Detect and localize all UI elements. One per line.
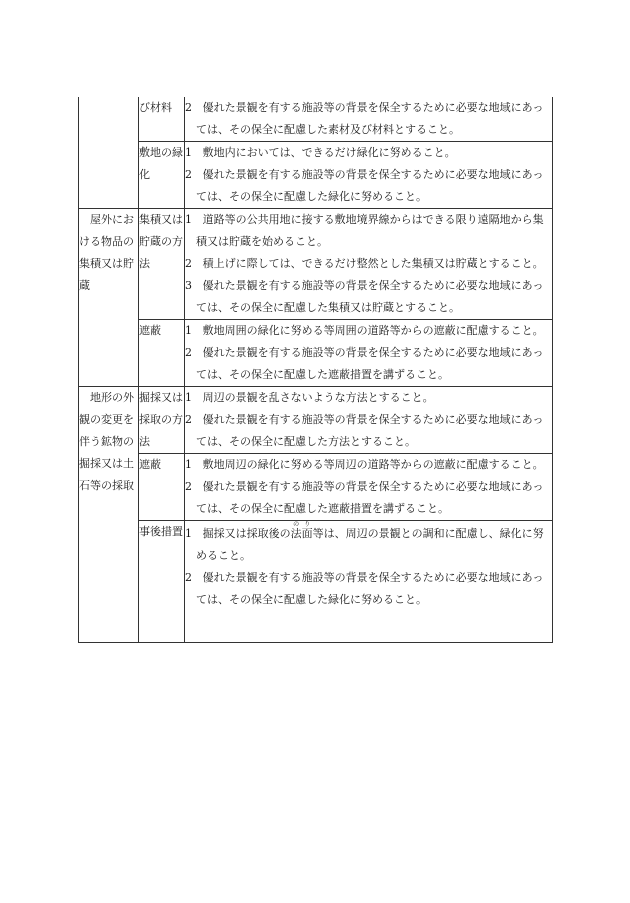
- items-cell: [185, 142, 553, 209]
- items-cell: [185, 454, 553, 521]
- category-cell: 屋外における物品の集積又は貯蔵: [79, 209, 139, 387]
- table-row: [79, 454, 553, 521]
- list-item: 2 優れた景観を有する施設等の背景を保全するために必要な地域にあっては、その保全に配慮した遮蔽措置を講ずること。: [185, 480, 544, 515]
- landscape-guideline-table: [78, 97, 553, 643]
- list-item: 1 掘採又は採取後の法面のり等は、周辺の景観との調和に配慮し、緑化に努めること。: [185, 521, 544, 562]
- ruby-annotation: 法面のり: [290, 521, 313, 540]
- category-cell-continued: [79, 97, 139, 209]
- subcategory-cell: び材料: [139, 97, 185, 142]
- list-item: 1 敷地内においては、できるだけ緑化に努めること。: [185, 146, 456, 159]
- list-item: 2 積上げに際しては、できるだけ整然とした集積又は貯蔵とすること。: [185, 257, 544, 270]
- list-item: 2 優れた景観を有する施設等の背景を保全するために必要な地域にあっては、その保全に配慮した素材及び材料とすること。: [185, 101, 544, 136]
- list-item: 3 優れた景観を有する施設等の背景を保全するために必要な地域にあっては、その保全に配慮した集積又は貯蔵とすること。: [185, 279, 544, 314]
- subcategory-cell: 遮蔽: [139, 320, 185, 387]
- table-row: [79, 521, 553, 643]
- subcategory-cell: 集積又は貯蔵の方法: [139, 209, 185, 320]
- items-cell: [185, 97, 553, 142]
- subcategory-cell: 事後措置: [139, 521, 185, 643]
- items-cell: [185, 387, 553, 454]
- subcategory-cell: 掘採又は採取の方法: [139, 387, 185, 454]
- list-item: 2 優れた景観を有する施設等の背景を保全するために必要な地域にあっては、その保全に配慮した遮蔽措置を講ずること。: [185, 346, 544, 381]
- items-cell: [185, 521, 553, 643]
- list-item: 2 優れた景観を有する施設等の背景を保全するために必要な地域にあっては、その保全に配慮した方法とすること。: [185, 413, 544, 448]
- list-item: 1 敷地周囲の緑化に努める等周囲の道路等からの遮蔽に配慮すること。: [185, 324, 544, 337]
- list-item: 1 敷地周辺の緑化に努める等周辺の道路等からの遮蔽に配慮すること。: [185, 458, 544, 471]
- items-cell: [185, 320, 553, 387]
- table-row: [79, 387, 553, 454]
- table-row: [79, 142, 553, 209]
- category-cell: 地形の外観の変更を伴う鉱物の掘採又は土石等の採取: [79, 387, 139, 643]
- list-item: 1 周辺の景観を乱さないような方法とすること。: [185, 391, 434, 404]
- subcategory-cell: 遮蔽: [139, 454, 185, 521]
- subcategory-cell: 敷地の緑化: [139, 142, 185, 209]
- items-cell: [185, 209, 553, 320]
- table-row: [79, 209, 553, 320]
- list-item: 2 優れた景観を有する施設等の背景を保全するために必要な地域にあっては、その保全に配慮した緑化に努めること。: [185, 168, 544, 203]
- list-item: 1 道路等の公共用地に接する敷地境界線からはできる限り遠隔地から集積又は貯蔵を始めること。: [185, 213, 544, 248]
- list-item: 2 優れた景観を有する施設等の背景を保全するために必要な地域にあっては、その保全に配慮した緑化に努めること。: [185, 571, 544, 606]
- table-row: [79, 97, 553, 142]
- table-row: [79, 320, 553, 387]
